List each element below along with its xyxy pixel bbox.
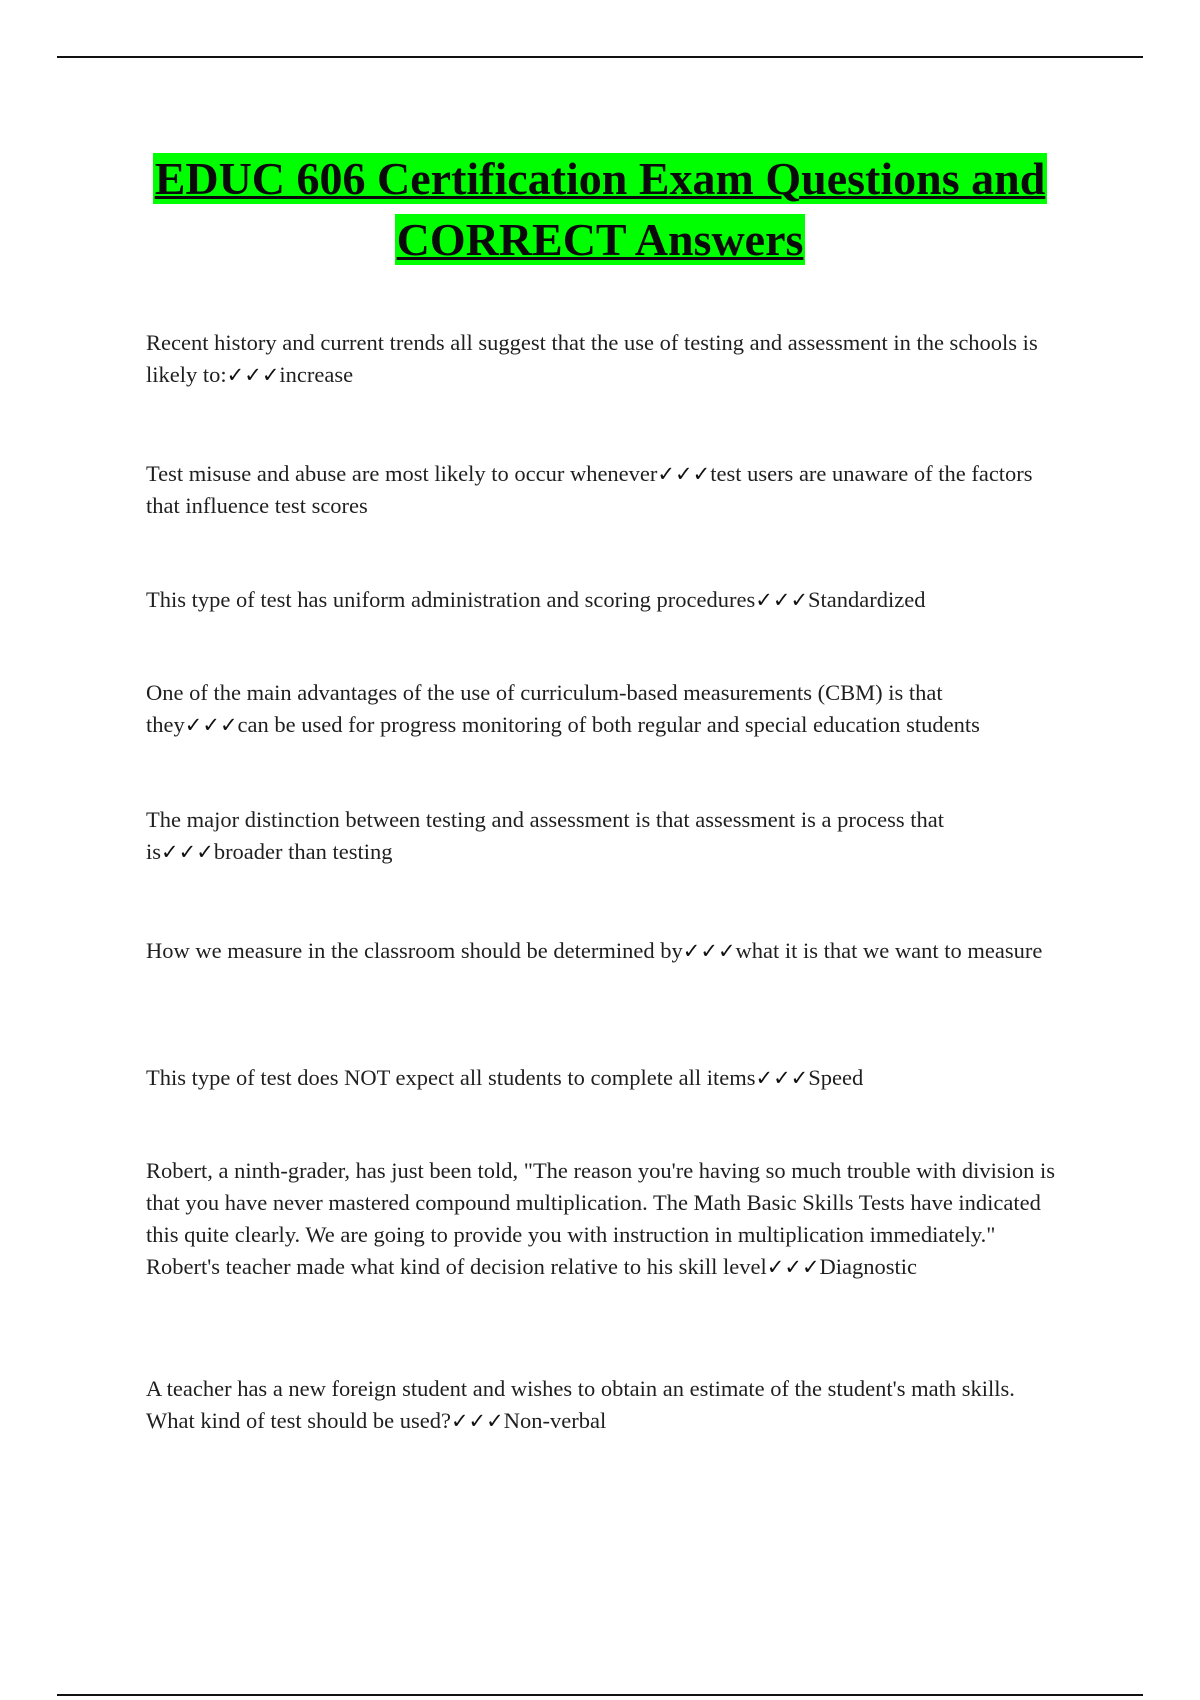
qa-item [146,1062,1066,1094]
qa-item [146,458,1066,522]
qa-item [146,327,1066,391]
qa-item [146,677,1066,741]
check-marks-icon: ✓✓✓ [657,462,711,486]
check-marks-icon: ✓✓✓ [755,588,809,612]
question-text: The major distinction between testing and assessment is that assessment is a process that is [146,807,944,864]
answer-text: Non-verbal [503,1408,607,1433]
qa-item [146,804,1066,868]
answer-text: test users are unaware of the factors that influence test scores [146,461,1033,518]
answer-text: increase [279,362,354,387]
question-text: One of the main advantages of the use of curriculum-based measurements (CBM) is that they [146,680,943,737]
document-title-highlight: EDUC 606 Certification Exam Questions and CORRECT Answers [154,153,1046,265]
bottom-rule [57,1694,1143,1696]
question-text: This type of test has uniform administration and scoring procedures [146,587,756,612]
check-marks-icon: ✓✓✓ [226,363,280,387]
question-text: A teacher has a new foreign student and wishes to obtain an estimate of the student's math skills. What kind of test should be used? [146,1376,1015,1433]
top-rule [57,56,1143,58]
check-marks-icon: ✓✓✓ [184,713,238,737]
answer-text: can be used for progress monitoring of both regular and special education students [237,712,980,737]
question-text: Test misuse and abuse are most likely to occur whenever [146,461,658,486]
check-marks-icon: ✓✓✓ [450,1409,504,1433]
qa-item [146,584,1066,616]
answer-text: Diagnostic [819,1254,918,1279]
answer-text: Standardized [808,587,926,612]
qa-item [146,1155,1066,1283]
question-text: Recent history and current trends all suggest that the use of testing and assessment in the schools is likely to: [146,330,1038,387]
qa-item [146,1373,1066,1437]
check-marks-icon: ✓✓✓ [766,1255,820,1279]
answer-text: broader than testing [213,839,393,864]
question-text: Robert, a ninth-grader, has just been told, "The reason you're having so much trouble with division is that you have never mastered compound multiplication. The Math Basic Skills Tests have indicated this quite clearly. We are going to provide you with instruction in multiplication immediately." Robert's teacher made what kind of decision relative to his skill level [146,1158,1056,1279]
answer-text: what it is that we want to measure [735,938,1043,963]
check-marks-icon: ✓✓✓ [161,840,214,864]
document-title [60,148,1140,270]
check-marks-icon: ✓✓✓ [755,1066,809,1090]
answer-text: Speed [808,1065,864,1090]
qa-item [146,935,1066,967]
question-text: How we measure in the classroom should be determined by [146,938,683,963]
check-marks-icon: ✓✓✓ [682,939,736,963]
question-text: This type of test does NOT expect all students to complete all items [146,1065,756,1090]
